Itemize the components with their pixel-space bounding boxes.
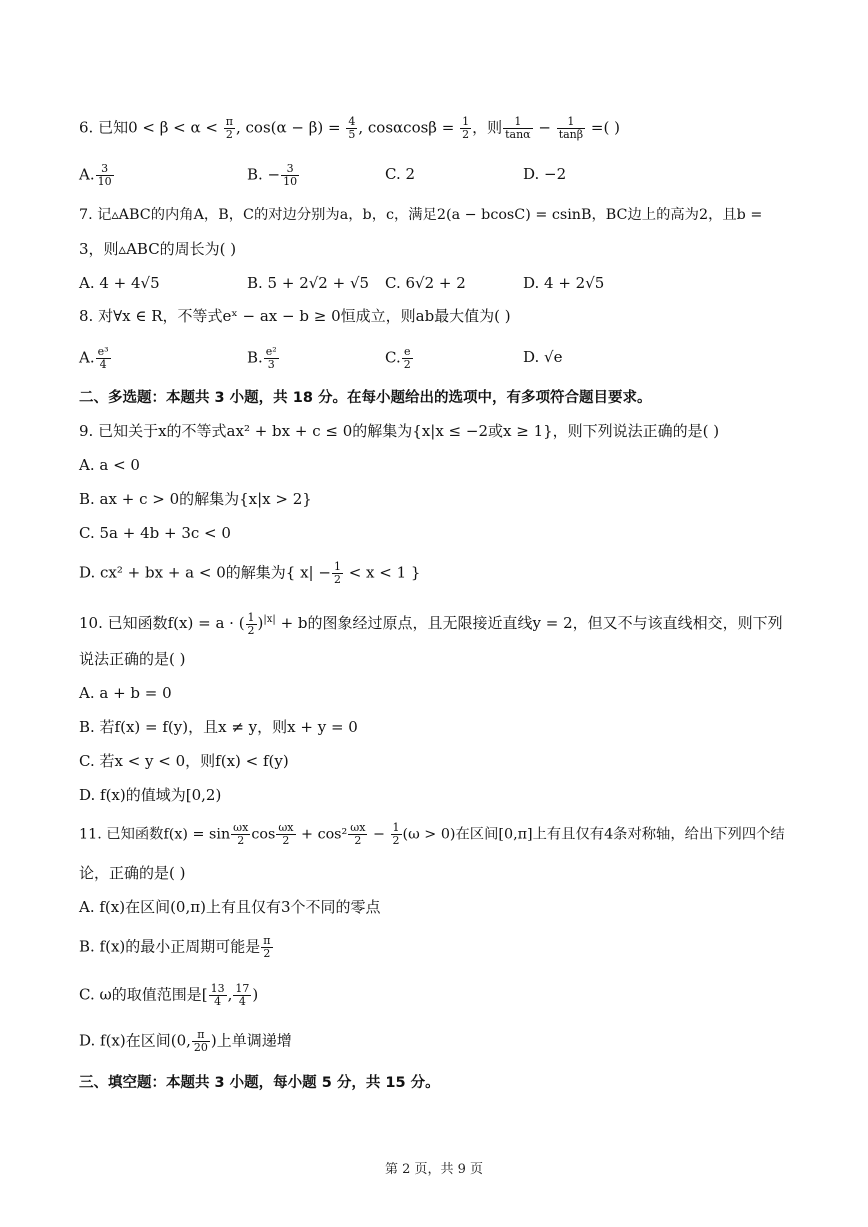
q7-option-d: D. 4 + 2√5	[523, 274, 605, 292]
q9-stem: 9. 已知关于x的不等式ax² + bx + c ≤ 0的解集为{x|x ≤ −2或x ≥ 1}，则下列说法正确的是( )	[79, 422, 720, 440]
q11-stem-line1: 11. 已知函数f(x) = sin $\frac{\omega x}{2}$ cos $\frac{\omega x}{2}$ + cos² $\frac{\omega x}{2}$ − $\frac{1}{2}$ (ω > 0)在区间[0,π]上有且仅有4条对称轴，给出下列四个结	[79, 821, 785, 847]
q11-option-c: C. ω的取值范围是[ $\frac{13}{4}$ , $\frac{17}{4}$ )	[79, 982, 259, 1008]
q10-option-d: D. f(x)的值域为[0,2)	[79, 786, 222, 804]
q10-option-a: A. a + b = 0	[79, 684, 172, 702]
q9-option-b: B. ax + c > 0的解集为{x|x > 2}	[79, 490, 312, 508]
q7-option-a: A. 4 + 4√5	[79, 274, 160, 292]
q10-option-c: C. 若x < y < 0，则f(x) < f(y)	[79, 752, 289, 770]
q11-option-d: D. f(x)在区间(0, $\frac{\pi}{20}$ )上单调递增	[79, 1028, 292, 1054]
fraction: $\frac{\pi}{2}$	[225, 115, 233, 141]
q10-stem-line1: 10. 已知函数f(x) = a · ( $\frac{1}{2}$ )$^{|x|}$ + b的图象经过原点，且无限接近直线y = 2，但又不与该直线相交，则下列	[79, 610, 783, 637]
q11-stem-line2: 论，正确的是( )	[79, 864, 186, 882]
q8-stem: 8. 对∀x ∈ R，不等式eˣ − ax − b ≥ 0恒成立，则ab最大值为( )	[79, 307, 511, 325]
q7-option-c: C. 6√2 + 2	[385, 274, 466, 292]
q8-option-c: C. $\frac{e}{2}$	[385, 345, 411, 371]
q7-option-b: B. 5 + 2√2 + √5	[247, 274, 370, 292]
q9-option-d: D. cx² + bx + a < 0的解集为{ x| − $\frac{1}{2}$ < x < 1 }	[79, 560, 421, 586]
section-heading-fill-in: 三、填空题：本题共 3 小题，每小题 5 分，共 15 分。	[79, 1075, 440, 1091]
fraction: $\frac{1}{2}$	[462, 115, 470, 141]
section-heading-multiple-choice: 二、多选题：本题共 3 小题，共 18 分。在每小题给出的选项中，有多项符合题目要求。	[79, 390, 652, 406]
fraction: $\frac{4}{5}$	[348, 115, 356, 141]
q8-option-d: D. √e	[523, 348, 563, 366]
q6-text: 6. 已知0 < β < α <	[79, 118, 223, 137]
q7-stem-line2: 3，则▵ABC的周长为( )	[79, 240, 237, 258]
q10-stem-line2: 说法正确的是( )	[79, 650, 186, 668]
q7-stem-line1: 7. 记▵ABC的内角A，B，C的对边分别为a，b，c，满足2(a − bcosC) = csinB，BC边上的高为2，且b =	[79, 207, 763, 223]
q11-option-b: B. f(x)的最小正周期可能是 $\frac{\pi}{2}$	[79, 934, 271, 960]
q6-stem: 6. 已知0 < β < α < $\frac{\pi}{2}$ , cos(α − β) = $\frac{4}{5}$ , cosαcosβ = $\frac{1}{2}$ ，则 $\frac{1}{\tan\alpha}$ − $\frac{1}{\tan\beta}$ =( )	[79, 115, 620, 141]
q10-option-b: B. 若f(x) = f(y)，且x ≠ y，则x + y = 0	[79, 718, 358, 736]
q8-option-b: B. $\frac{\text{e²}}{3}$	[247, 345, 277, 371]
q8-option-a: A. $\frac{\text{e³}}{4}$	[79, 345, 109, 371]
q9-option-a: A. a < 0	[79, 456, 140, 474]
q6-option-d: D. −2	[523, 165, 567, 183]
fraction: $\frac{1}{\tan\alpha}$	[505, 115, 531, 141]
q9-option-c: C. 5a + 4b + 3c < 0	[79, 524, 231, 542]
q6-option-c: C. 2	[385, 165, 416, 183]
q11-option-a: A. f(x)在区间(0,π)上有且仅有3个不同的零点	[79, 898, 381, 916]
fraction: $\frac{1}{\tan\beta}$	[558, 115, 584, 141]
q6-option-b: B. − $\frac{3}{10}$	[247, 162, 298, 188]
page-footer: 第 2 页，共 9 页	[384, 1162, 484, 1177]
q6-option-a: A. $\frac{3}{10}$	[79, 162, 112, 188]
